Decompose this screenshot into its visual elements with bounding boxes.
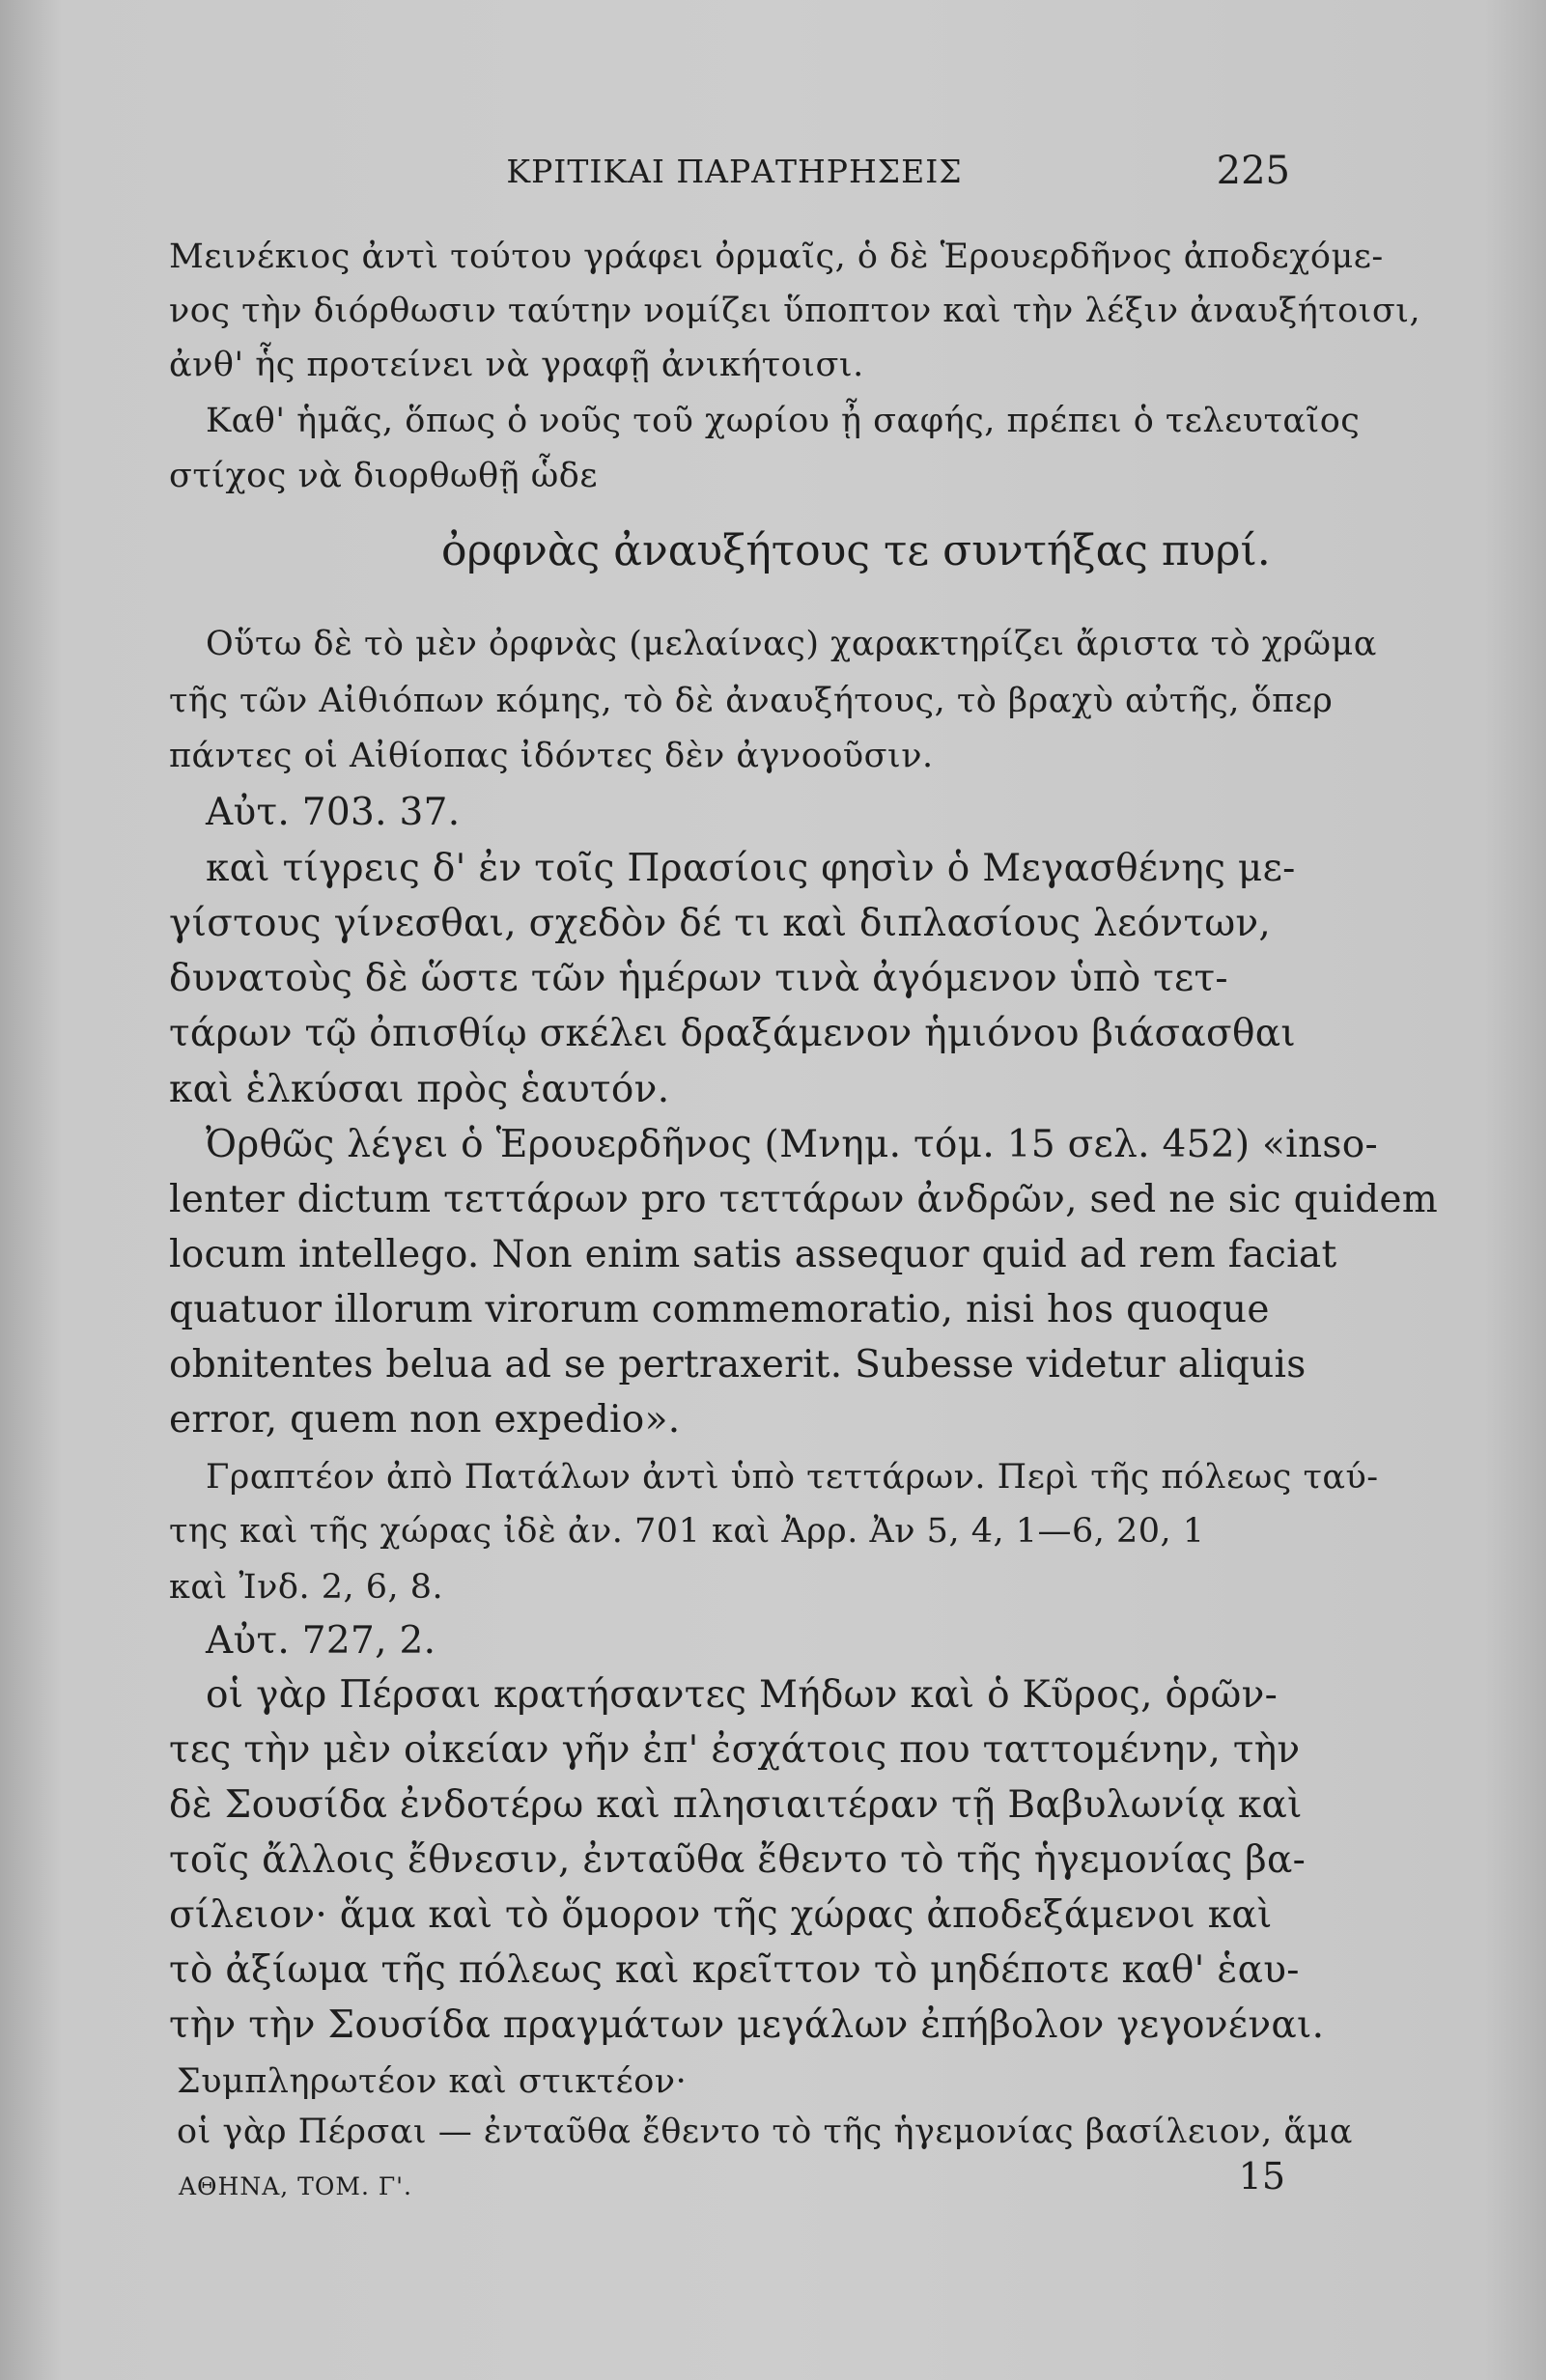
text-line: νος τὴν διόρθωσιν ταύτην νομίζει ὕποπτον καὶ τὴν λέξιν ἀναυξήτοισι,: [169, 292, 1421, 330]
text-line: Οὕτω δὲ τὸ μὲν ὀρφνὰς (μελαίνας) χαρακτηρίζει ἄριστα τὸ χρῶμα: [206, 625, 1377, 663]
page-header: [179, 149, 1290, 199]
verse-line: ὀρφνὰς ἀναυξήτους τε συντήξας πυρί.: [441, 526, 1271, 575]
running-title: ΚΡΙΤΙΚΑΙ ΠΑΡΑΤΗΡΗΣΕΙΣ: [506, 153, 963, 190]
text-line: πάντες οἱ Αἰθίοπας ἰδόντες δὲν ἀγνοοῦσιν.: [169, 737, 934, 775]
page-footer: [179, 2155, 1290, 2213]
citation-line: Αὐτ. 703. 37.: [206, 791, 461, 834]
text-line: locum intellego. Non enim satis assequor quid ad rem faciat: [169, 1233, 1337, 1276]
text-line: Μεινέκιος ἀντὶ τούτου γράφει ὀρμαῖς, ὁ δὲ Ἑρουερδῆνος ἀποδεχόμε-: [169, 238, 1384, 276]
quote-line: σίλειον· ἅμα καὶ τὸ ὅμορον τῆς χώρας ἀποδεξάμενοι καὶ: [169, 1893, 1273, 1937]
text-line: τῆς τῶν Αἰθιόπων κόμης, τὸ δὲ ἀναυξήτους, τὸ βραχὺ αὐτῆς, ὅπερ: [169, 682, 1334, 720]
quote-line: τὴν τὴν Σουσίδα πραγμάτων μεγάλων ἐπήβολον γεγονέναι.: [169, 2003, 1325, 2047]
text-line: Ὀρθῶς λέγει ὁ Ἑρουερδῆνος (Μνημ. τόμ. 15 σελ. 452) «inso-: [206, 1123, 1378, 1166]
quote-line: τες τὴν μὲν οἰκείαν γῆν ἐπ' ἐσχάτοις που ταττομένην, τὴν: [169, 1728, 1301, 1772]
quote-line: γίστους γίνεσθαι, σχεδὸν δέ τι καὶ διπλασίους λεόντων,: [169, 902, 1272, 945]
page-number: 225: [1216, 149, 1290, 193]
quote-line: τοῖς ἄλλοις ἔθνεσιν, ἐνταῦθα ἔθεντο τὸ τῆς ἡγεμονίας βα-: [169, 1838, 1307, 1882]
text-line: Γραπτέον ἀπὸ Πατάλων ἀντὶ ὑπὸ τεττάρων. Περὶ τῆς πόλεως ταύ-: [206, 1458, 1379, 1497]
quote-line: οἱ γὰρ Πέρσαι κρατήσαντες Μήδων καὶ ὁ Κῦρος, ὁρῶν-: [206, 1673, 1279, 1717]
text-line: οἱ γὰρ Πέρσαι — ἐνταῦθα ἔθεντο τὸ τῆς ἡγεμονίας βασίλειον, ἅμα: [177, 2113, 1353, 2151]
text-line: καὶ Ἰνδ. 2, 6, 8.: [169, 1568, 444, 1607]
sheet-number: 15: [1238, 2155, 1285, 2198]
text-line: Συμπληρωτέον καὶ στικτέον·: [177, 2062, 688, 2101]
quote-line: τὸ ἀξίωμα τῆς πόλεως καὶ κρεῖττον τὸ μηδέποτε καθ' ἑαυ-: [169, 1948, 1300, 1992]
text-line: Καθ' ἡμᾶς, ὅπως ὁ νοῦς τοῦ χωρίου ᾖ σαφής, πρέπει ὁ τελευταῖος: [206, 402, 1361, 440]
citation-line: Αὐτ. 727, 2.: [206, 1619, 436, 1663]
signature-mark: ΑΘΗΝΑ, ΤΟΜ. Γ'.: [179, 2172, 413, 2200]
text-line: lenter dictum τεττάρων pro τεττάρων ἀνδρῶν, sed ne sic quidem: [169, 1178, 1439, 1221]
quote-line: καὶ ἑλκύσαι πρὸς ἑαυτόν.: [169, 1068, 670, 1111]
text-line: της καὶ τῆς χώρας ἰδὲ ἀν. 701 καὶ Ἀρρ. Ἀν 5, 4, 1—6, 20, 1: [169, 1512, 1205, 1551]
quote-line: δὲ Σουσίδα ἐνδοτέρω καὶ πλησιαιτέραν τῇ Βαβυλωνίᾳ καὶ: [169, 1783, 1303, 1827]
text-line: obnitentes belua ad se pertraxerit. Subesse videtur aliquis: [169, 1343, 1307, 1386]
text-line: quatuor illorum virorum commemoratio, nisi hos quoque: [169, 1288, 1270, 1331]
quote-line: καὶ τίγρεις δ' ἐν τοῖς Πρασίοις φησὶν ὁ Μεγασθένης με-: [206, 847, 1296, 890]
text-line: στίχος νὰ διορθωθῇ ὧδε: [169, 457, 598, 495]
text-line: ἀνθ' ἧς προτείνει νὰ γραφῇ ἀνικήτοισι.: [169, 346, 864, 384]
quote-line: τάρων τῷ ὀπισθίῳ σκέλει δραξάμενον ἡμιόνου βιάσασθαι: [169, 1012, 1296, 1055]
quote-line: δυνατοὺς δὲ ὥστε τῶν ἡμέρων τινὰ ἀγόμενον ὑπὸ τετ-: [169, 957, 1228, 1000]
text-line: error, quem non expedio».: [169, 1398, 681, 1442]
